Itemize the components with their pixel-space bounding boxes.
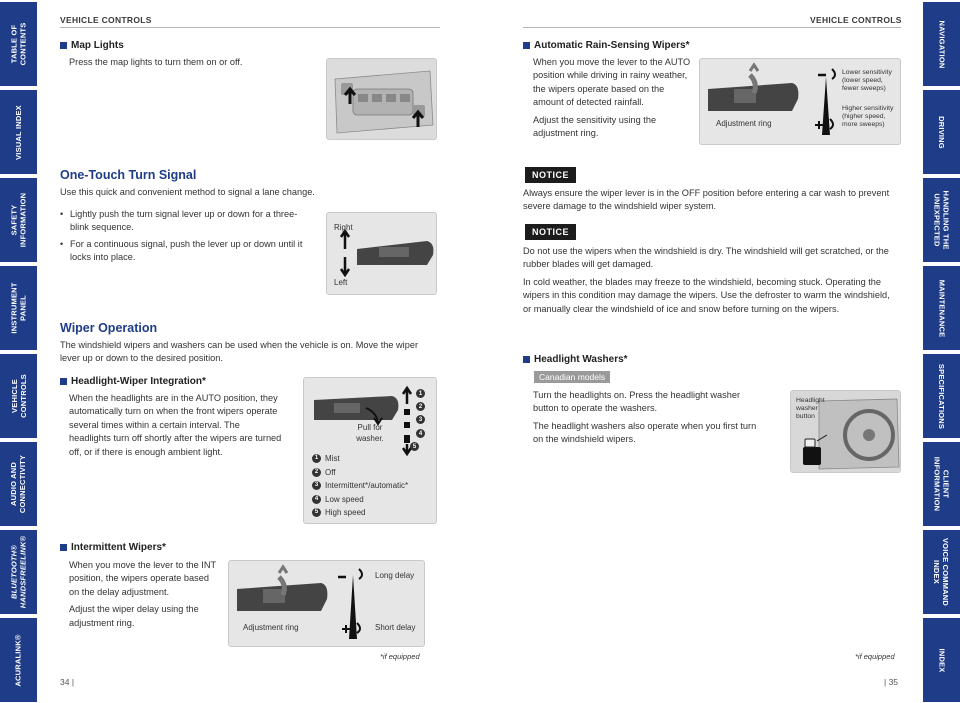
left-tab-strip [0, 0, 37, 703]
tab-specifications[interactable]: SPECIFICATIONS [923, 354, 960, 438]
rain-sensing-figure [699, 58, 901, 145]
wiper-operation-intro: The windshield wipers and washers can be used when the vehicle is on. Move the wiper lever up or down to the desired position. [60, 340, 418, 364]
legend-item: 5 High speed [312, 506, 408, 520]
map-lights-body: Press the map lights to turn them on or off. [69, 57, 243, 67]
turn-signal-heading: One-Touch Turn Signal [60, 168, 197, 182]
wiper-position-5-marker: 5 [410, 442, 419, 451]
tab-audio-connectivity[interactable]: AUDIO AND CONNECTIVITY [0, 442, 37, 526]
headlight-washers-heading: Headlight Washers* [523, 354, 628, 365]
tab-table-of-contents[interactable]: TABLE OF CONTENTS [0, 2, 37, 86]
long-delay-label: Long delay [375, 571, 415, 580]
turn-signal-intro: Use this quick and convenient method to signal a lane change. [60, 187, 315, 197]
wiper-position-2-marker: 2 [416, 402, 425, 411]
left-footnote: *if equipped [380, 652, 420, 661]
tab-maintenance[interactable]: MAINTENANCE [923, 266, 960, 350]
turn-signal-right-label: Right [334, 223, 353, 232]
higher-sensitivity-label: Higher sensitivity (higher speed, more sweeps) [842, 105, 894, 128]
turn-signal-bullets [60, 208, 305, 268]
short-delay-label: Short delay [375, 623, 416, 632]
map-lights-figure [326, 58, 437, 140]
right-footnote: *if equipped [855, 652, 895, 661]
map-lights-heading: Map Lights [60, 40, 124, 51]
notice-1-text: Always ensure the wiper lever is in the OFF position before entering a car wash to prevent severe damage to the windshield wiper system. [523, 188, 890, 212]
headlight-wiper-body: When the headlights are in the AUTO position, they automatically turn on when the front wipers operate several times within a certain interval. The headlights turn off shortly after the wipers are turned off, or if there is enough ambient light. [69, 393, 282, 457]
wiper-position-legend [312, 452, 408, 520]
headlight-washer-figure [790, 390, 901, 473]
tab-vehicle-controls[interactable]: VEHICLE CONTROLS [0, 354, 37, 438]
adjustment-ring-label: Adjustment ring [243, 623, 299, 632]
tab-bluetooth-handsfreelink[interactable]: BLUETOOTH® HANDSFREELINK® [0, 530, 37, 614]
wiper-position-4-marker: 4 [416, 429, 425, 438]
tab-instrument-panel[interactable]: INSTRUMENT PANEL [0, 266, 37, 350]
turn-signal-figure [326, 212, 437, 295]
legend-item: 2 Off [312, 466, 408, 480]
headlight-washers-body: Turn the headlights on. Press the headlight washer button to operate the washers. The headlight washers also operate when you first turn on the windshield wipers. [533, 390, 757, 445]
tab-navigation[interactable]: NAVIGATION [923, 2, 960, 86]
map-lights-illustration [327, 59, 437, 140]
tab-client-information[interactable]: CLIENT INFORMATION [923, 442, 960, 526]
headlight-wiper-heading: Headlight-Wiper Integration* [60, 376, 206, 387]
intermittent-wipers-body: When you move the lever to the INT position, the wipers operate based on the delay adjustment. Adjust the wiper delay using the adjustment ring. [69, 560, 216, 628]
tab-acuralink[interactable]: ACURALINK® [0, 618, 37, 702]
right-tab-strip [923, 0, 960, 703]
legend-item: 4 Low speed [312, 493, 408, 507]
intermittent-delay-figure [228, 560, 425, 647]
wiper-operation-heading: Wiper Operation [60, 321, 158, 335]
turn-signal-left-label: Left [334, 278, 348, 287]
wiper-position-3-marker: 3 [416, 415, 425, 424]
canadian-models-badge: Canadian models [534, 371, 610, 383]
right-page-number: | 35 [884, 677, 899, 687]
notice-badge: NOTICE [525, 167, 576, 183]
right-running-head: VEHICLE CONTROLS [810, 15, 902, 25]
rain-adjustment-ring-label: Adjustment ring [716, 119, 772, 128]
wiper-position-1-marker: 1 [416, 389, 425, 398]
headlight-washer-button-label: Headlight washer button [796, 397, 825, 420]
left-page-number: 34 | [60, 677, 75, 687]
turn-signal-bullet: • Lightly push the turn signal lever up or down for a three-blink sequence. [60, 208, 305, 235]
tab-voice-command-index[interactable]: VOICE COMMAND INDEX [923, 530, 960, 614]
intermittent-wipers-heading: Intermittent Wipers* [60, 542, 166, 553]
tab-driving[interactable]: DRIVING [923, 90, 960, 174]
tab-visual-index[interactable]: VISUAL INDEX [0, 90, 37, 174]
tab-handling-unexpected[interactable]: HANDLING THE UNEXPECTED [923, 178, 960, 262]
notice-2-text: Do not use the wipers when the windshield is dry. The windshield will get scratched, or the rubber blades will get damaged. In cold weather, the blades may freeze to the windshield, becoming stuck. Operating the wipers in this condition may damage the wipers. Use the defroster to warm the windshield, or manually clear the windshield of ice and snow before turning on the wipers. [523, 246, 890, 314]
tab-safety-information[interactable]: SAFETY INFORMATION [0, 178, 37, 262]
left-running-head: VEHICLE CONTROLS [60, 15, 152, 25]
legend-item: 3 Intermittent*/automatic* [312, 479, 408, 493]
wiper-positions-figure [303, 377, 437, 524]
right-head-rule [523, 27, 901, 28]
turn-signal-bullet: • For a continuous signal, push the lever up or down until it locks into place. [60, 238, 305, 265]
rain-sensing-body: When you move the lever to the AUTO position while driving in rainy weather, the wipers operate based on the amount of detected rainfall. Adjust the sensitivity using the adjustment ring. [533, 57, 691, 139]
rain-sensing-heading: Automatic Rain-Sensing Wipers* [523, 40, 690, 51]
left-head-rule [60, 27, 440, 28]
notice-badge: NOTICE [525, 224, 576, 240]
lower-sensitivity-label: Lower sensitivity (lower speed, fewer sweeps) [842, 69, 892, 92]
legend-item: 1 Mist [312, 452, 408, 466]
tab-index[interactable]: INDEX [923, 618, 960, 702]
pull-for-washer-label: Pull for washer. [356, 423, 384, 443]
